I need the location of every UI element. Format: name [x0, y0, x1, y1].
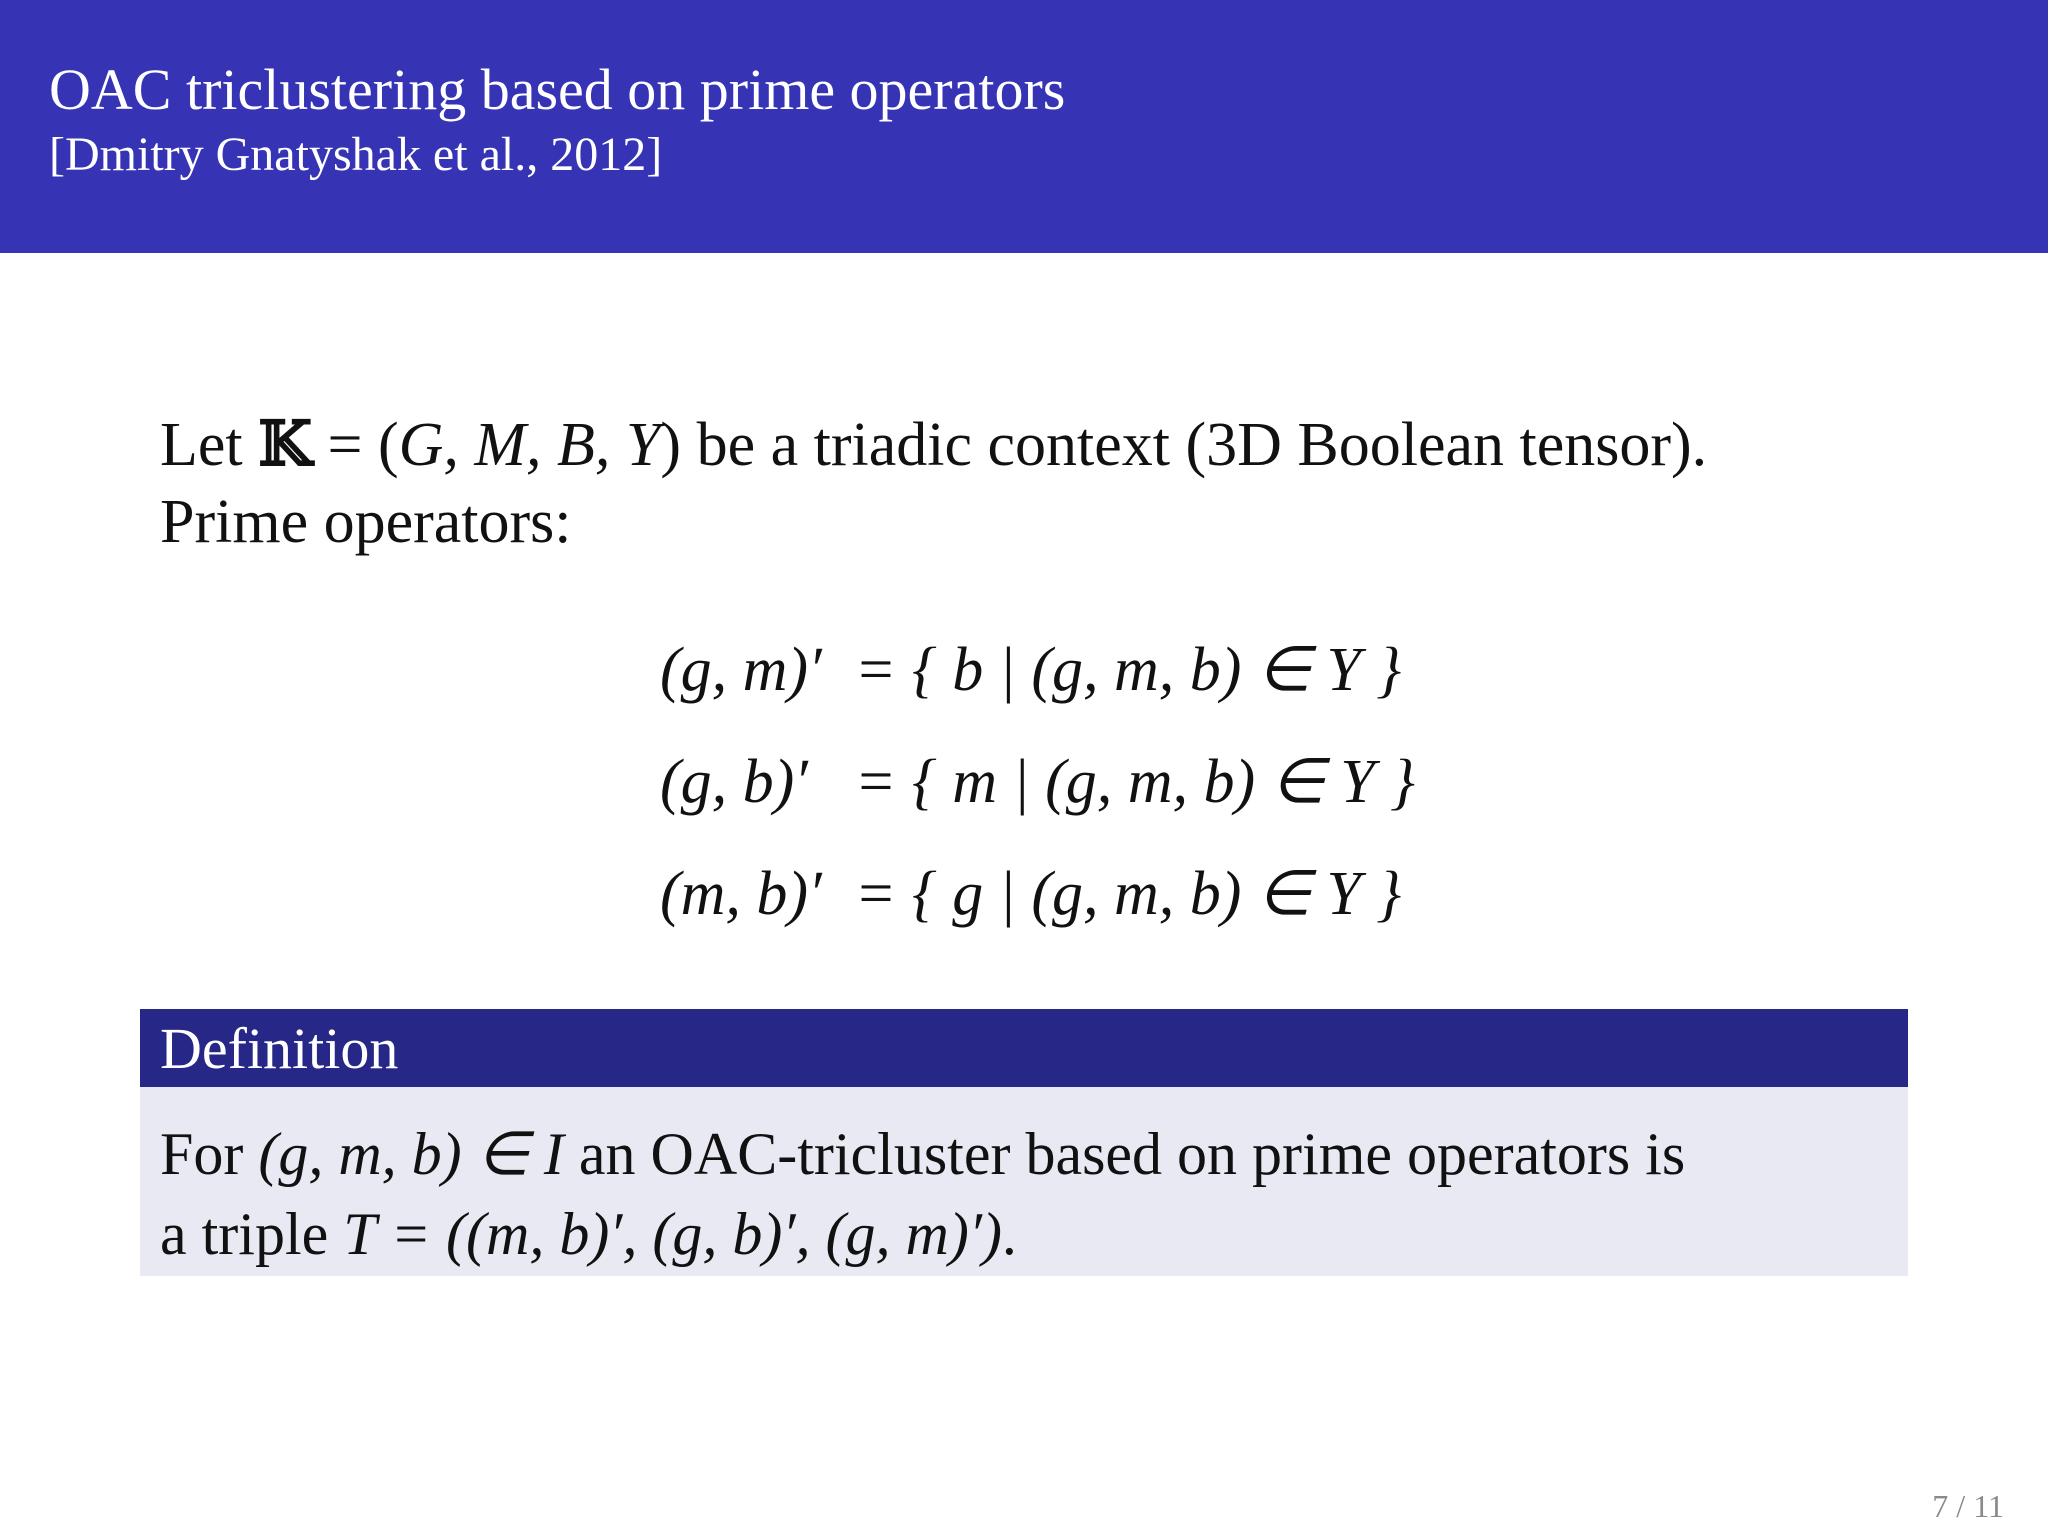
context-variables: G, M, B, Y [398, 411, 661, 479]
equation-gb [660, 744, 1415, 818]
definition-text: a triple [160, 1201, 344, 1267]
intro-text [160, 405, 1920, 561]
intro-text-let: Let [160, 411, 259, 479]
intro-text-rest: ) be a triadic context (3D Boolean tensor). [660, 411, 1708, 479]
definition-text: an OAC-tricluster based on prime operators is [563, 1121, 1686, 1187]
definition-math: T = ((m, b)′, (g, b)′, (g, m)′) [343, 1201, 1002, 1267]
equation-sign: = [858, 636, 894, 704]
equation-rhs: { g | (g, m, b) ∈ Y } [912, 860, 1402, 928]
intro-line-1 [160, 405, 1920, 484]
page-number: 7 / 11 [1932, 1488, 2004, 1524]
definition-body [160, 1114, 1890, 1274]
equation-lhs: (g, b)′ [660, 748, 808, 816]
definition-line-2 [160, 1194, 1890, 1274]
definition-text: . [1001, 1201, 1017, 1267]
context-symbol: 𝕂 [258, 407, 313, 480]
intro-line-2: Prime operators: [160, 488, 572, 556]
equation-gm [660, 632, 1401, 706]
slide-header [0, 0, 2048, 253]
intro-text-equals: = ( [312, 411, 399, 479]
definition-line-1 [160, 1114, 1890, 1194]
equation-rhs: { m | (g, m, b) ∈ Y } [912, 748, 1415, 816]
equation-rhs: { b | (g, m, b) ∈ Y } [912, 636, 1402, 704]
equation-sign: = [858, 860, 894, 928]
definition-block [140, 1009, 1908, 1276]
definition-text: For [160, 1121, 259, 1187]
equation-lhs: (m, b)′ [660, 860, 822, 928]
slide-subtitle: [Dmitry Gnatyshak et al., 2012] [49, 128, 663, 181]
equation-sign: = [858, 748, 894, 816]
definition-header [140, 1009, 1908, 1087]
slide-title: OAC triclustering based on prime operators [49, 57, 1066, 122]
definition-math: (g, m, b) ∈ I [258, 1121, 564, 1187]
definition-title: Definition [160, 1016, 399, 1081]
equation-lhs: (g, m)′ [660, 636, 822, 704]
equation-mb [660, 856, 1401, 930]
